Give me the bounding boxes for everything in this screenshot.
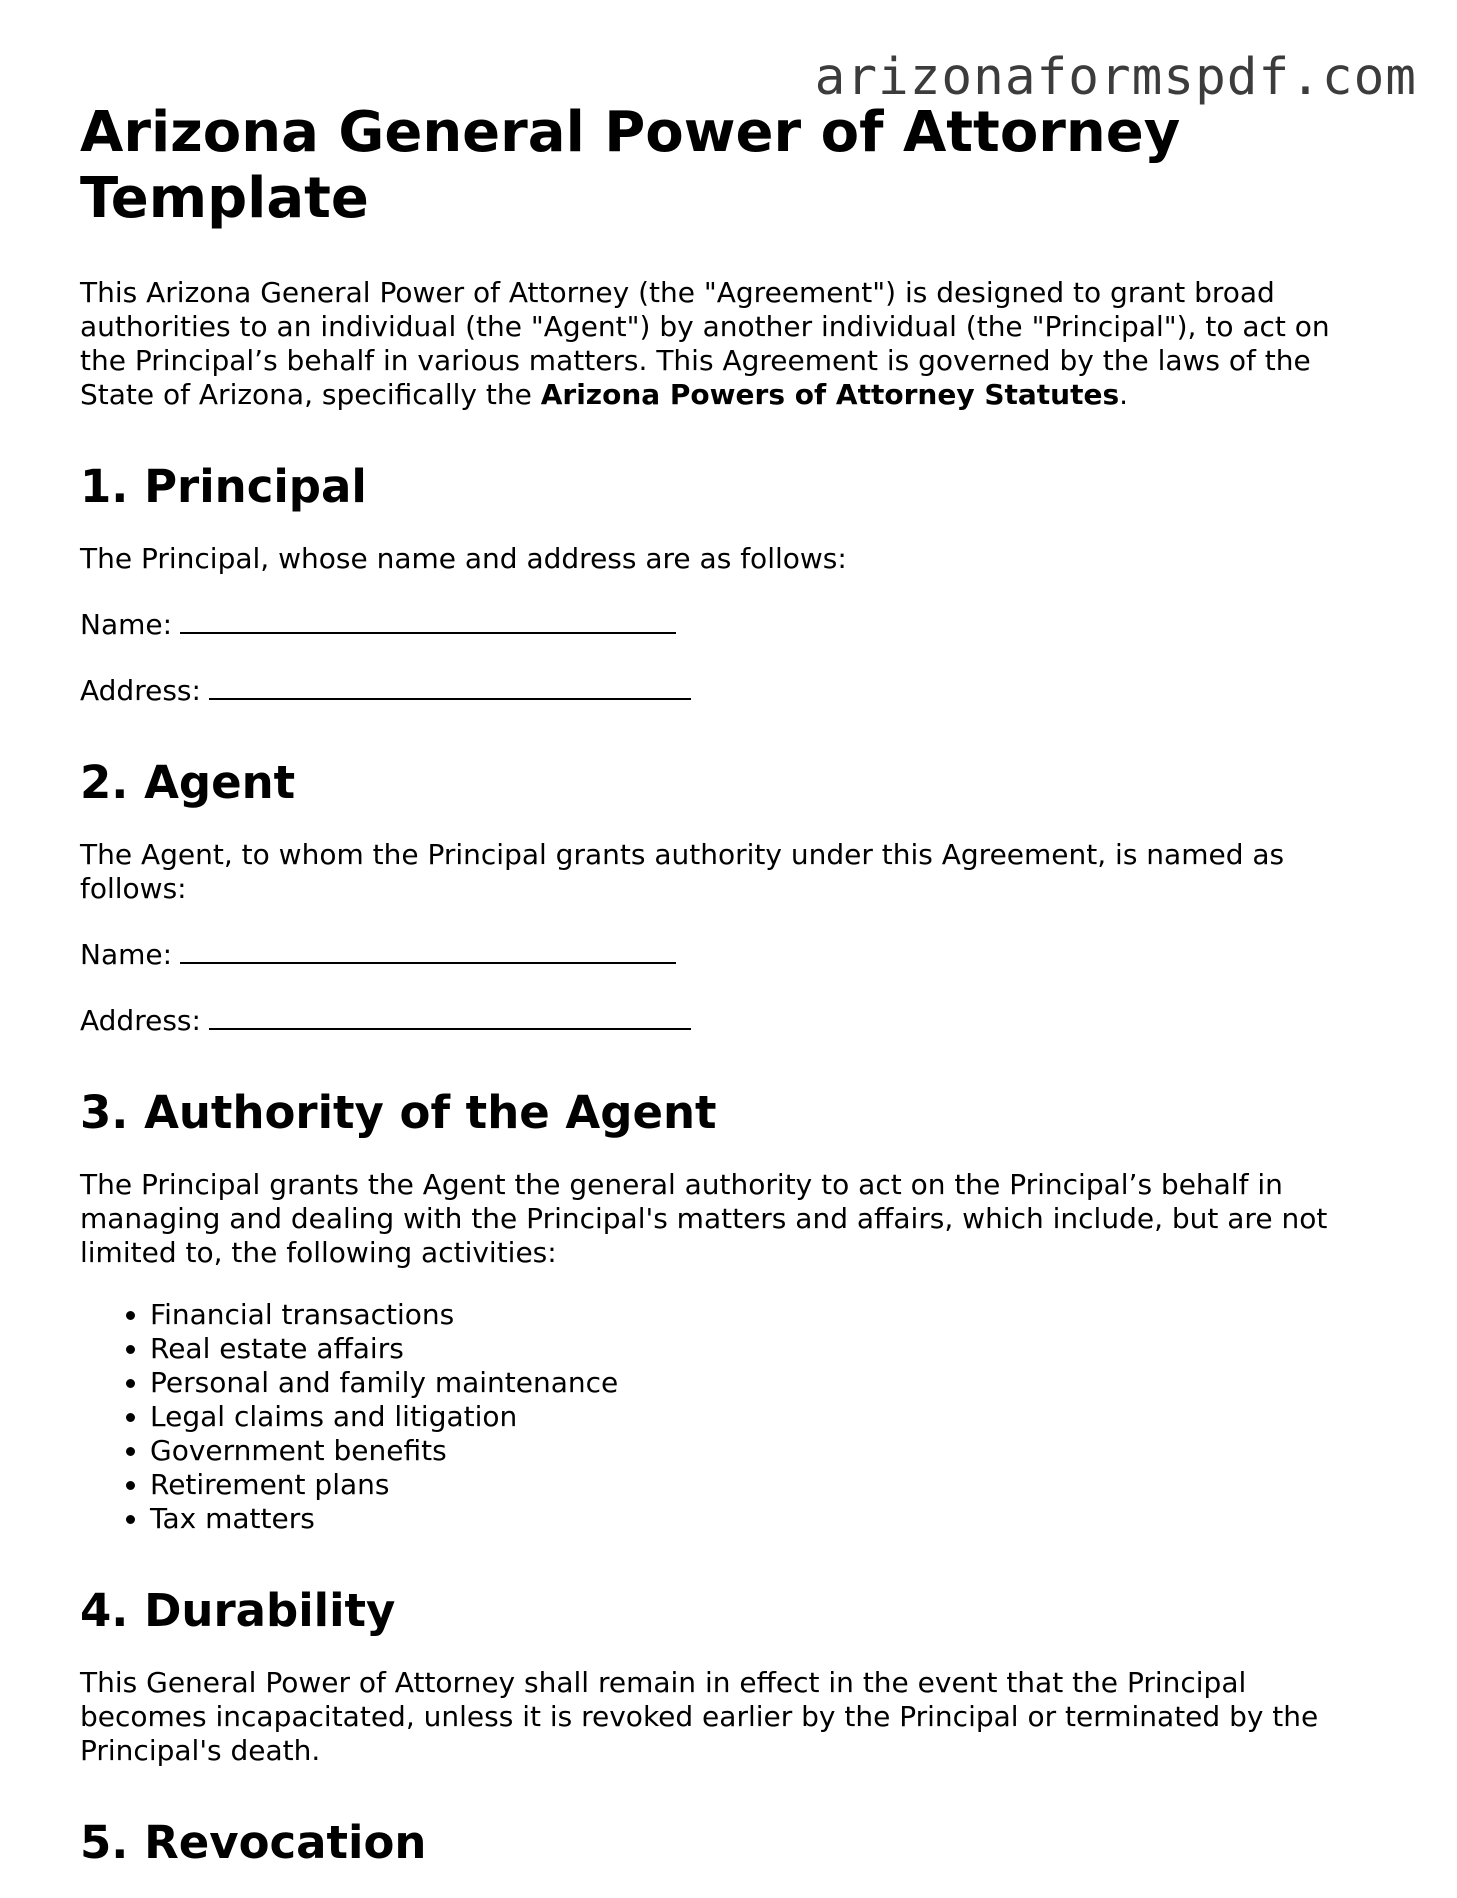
section-authority	[80, 1086, 1380, 1536]
field-label: Address:	[80, 674, 201, 707]
section-agent	[80, 756, 1380, 1038]
intro-paragraph	[80, 276, 1380, 412]
section-heading: 4. Durability	[80, 1584, 396, 1637]
agent-name-blank[interactable]	[180, 934, 676, 964]
section-durability	[80, 1584, 1380, 1768]
page-title: Arizona General Power of Attorney Template	[80, 100, 1181, 231]
section-principal	[80, 460, 1380, 708]
section-heading: 5. Revocation	[80, 1816, 427, 1869]
section-revocation	[80, 1816, 1380, 1870]
section-heading: 3. Authority of the Agent	[80, 1086, 717, 1139]
principal-name-field	[80, 604, 1380, 642]
section-text: The Agent, to whom the Principal grants authority under this Agreement, is named as follows:	[80, 838, 1285, 905]
section-text: This General Power of Attorney shall remain in effect in the event that the Principal becomes incapacitated, unless it is revoked earlier by the Principal or terminated by the Principal's death.	[80, 1666, 1319, 1767]
document-page	[80, 100, 1380, 1898]
list-item: • Financial transactions	[150, 1298, 1380, 1332]
agent-name-field	[80, 934, 1380, 972]
list-item: • Real estate affairs	[150, 1332, 1380, 1366]
authority-list	[80, 1298, 1380, 1536]
principal-address-field	[80, 670, 1380, 708]
watermark: arizonaformspdf.com	[814, 48, 1417, 107]
list-item: • Government benefits	[150, 1434, 1380, 1468]
list-item: • Legal claims and litigation	[150, 1400, 1380, 1434]
list-item: • Personal and family maintenance	[150, 1366, 1380, 1400]
list-item: • Tax matters	[150, 1502, 1380, 1536]
intro-text: This Arizona General Power of Attorney (the "Agreement") is designed to grant broad authorities to an individual (the "Agent") by another individual (the "Principal"), to act on the Principal’s behalf in various matters. This Agreement is governed by the laws of the State of Arizona, specifically the	[80, 276, 1330, 411]
section-heading: 1. Principal	[80, 460, 367, 513]
field-label: Name:	[80, 938, 173, 971]
principal-address-blank[interactable]	[209, 670, 691, 700]
field-label: Address:	[80, 1004, 201, 1037]
section-text: The Principal grants the Agent the general authority to act on the Principal’s behalf in managing and dealing with the Principal's matters and affairs, which include, but are not limited to, the following activities:	[80, 1168, 1328, 1269]
section-heading: 2. Agent	[80, 756, 296, 809]
intro-text-end: .	[1119, 378, 1129, 411]
agent-address-field	[80, 1000, 1380, 1038]
list-item: • Retirement plans	[150, 1468, 1380, 1502]
section-text: The Principal, whose name and address are as follows:	[80, 542, 847, 575]
field-label: Name:	[80, 608, 173, 641]
intro-statute-reference: Arizona Powers of Attorney Statutes	[540, 378, 1120, 411]
agent-address-blank[interactable]	[209, 1000, 691, 1030]
principal-name-blank[interactable]	[180, 604, 676, 634]
